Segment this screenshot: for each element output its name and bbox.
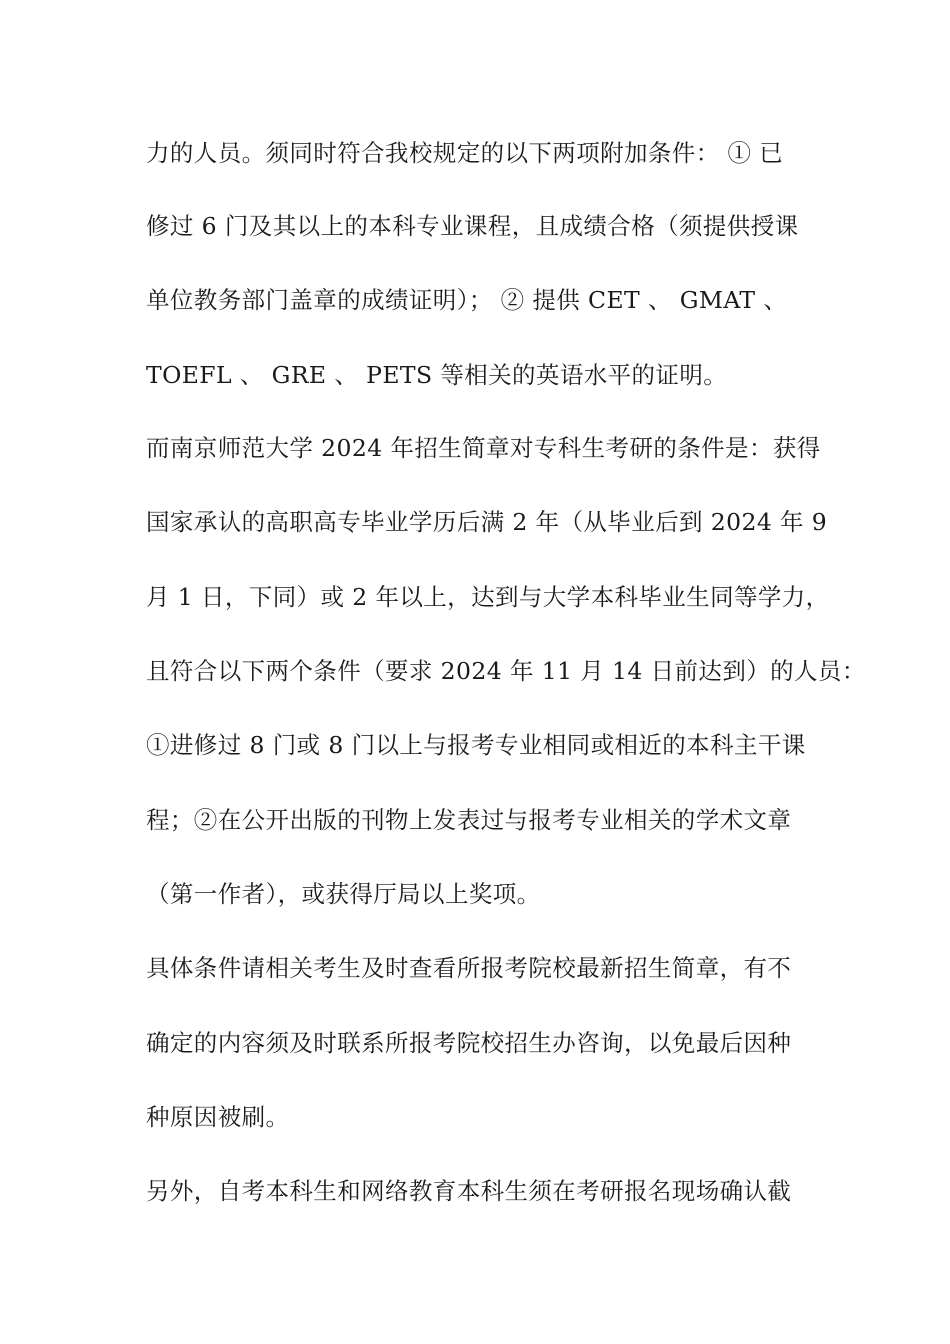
text-line: 具体条件请相关考生及时查看所报考院校最新招生简章，有不 (146, 954, 792, 982)
text-line: 单位教务部门盖章的成绩证明）； ② 提供 CET 、 GMAT 、 (146, 286, 788, 314)
text-line: 确定的内容须及时联系所报考院校招生办咨询，以免最后因种 (146, 1029, 792, 1057)
text-line: （第一作者），或获得厅局以上奖项。 (146, 880, 541, 908)
text-line: 月 1 日，下同）或 2 年以上，达到与大学本科毕业生同等学力， (146, 583, 830, 611)
text-line: TOEFL 、 GRE 、 PETS 等相关的英语水平的证明。 (146, 361, 728, 389)
text-line: 国家承认的高职高专毕业学历后满 2 年（从毕业后到 2024 年 9 (146, 508, 828, 536)
text-line: 程；②在公开出版的刊物上发表过与报考专业相关的学术文章 (146, 806, 792, 834)
text-line: 而南京师范大学 2024 年招生简章对专科生考研的条件是：获得 (146, 434, 821, 462)
text-line: 另外，自考本科生和网络教育本科生须在考研报名现场确认截 (146, 1177, 792, 1205)
text-line: ①进修过 8 门或 8 门以上与报考专业相同或相近的本科主干课 (146, 731, 806, 759)
text-line: 力的人员。须同时符合我校规定的以下两项附加条件： ① 已 (146, 139, 784, 167)
text-line: 修过 6 门及其以上的本科专业课程，且成绩合格（须提供授课 (146, 212, 799, 240)
text-line: 且符合以下两个条件（要求 2024 年 11 月 14 日前达到）的人员： (146, 657, 866, 685)
text-line: 种原因被刷。 (146, 1103, 290, 1131)
